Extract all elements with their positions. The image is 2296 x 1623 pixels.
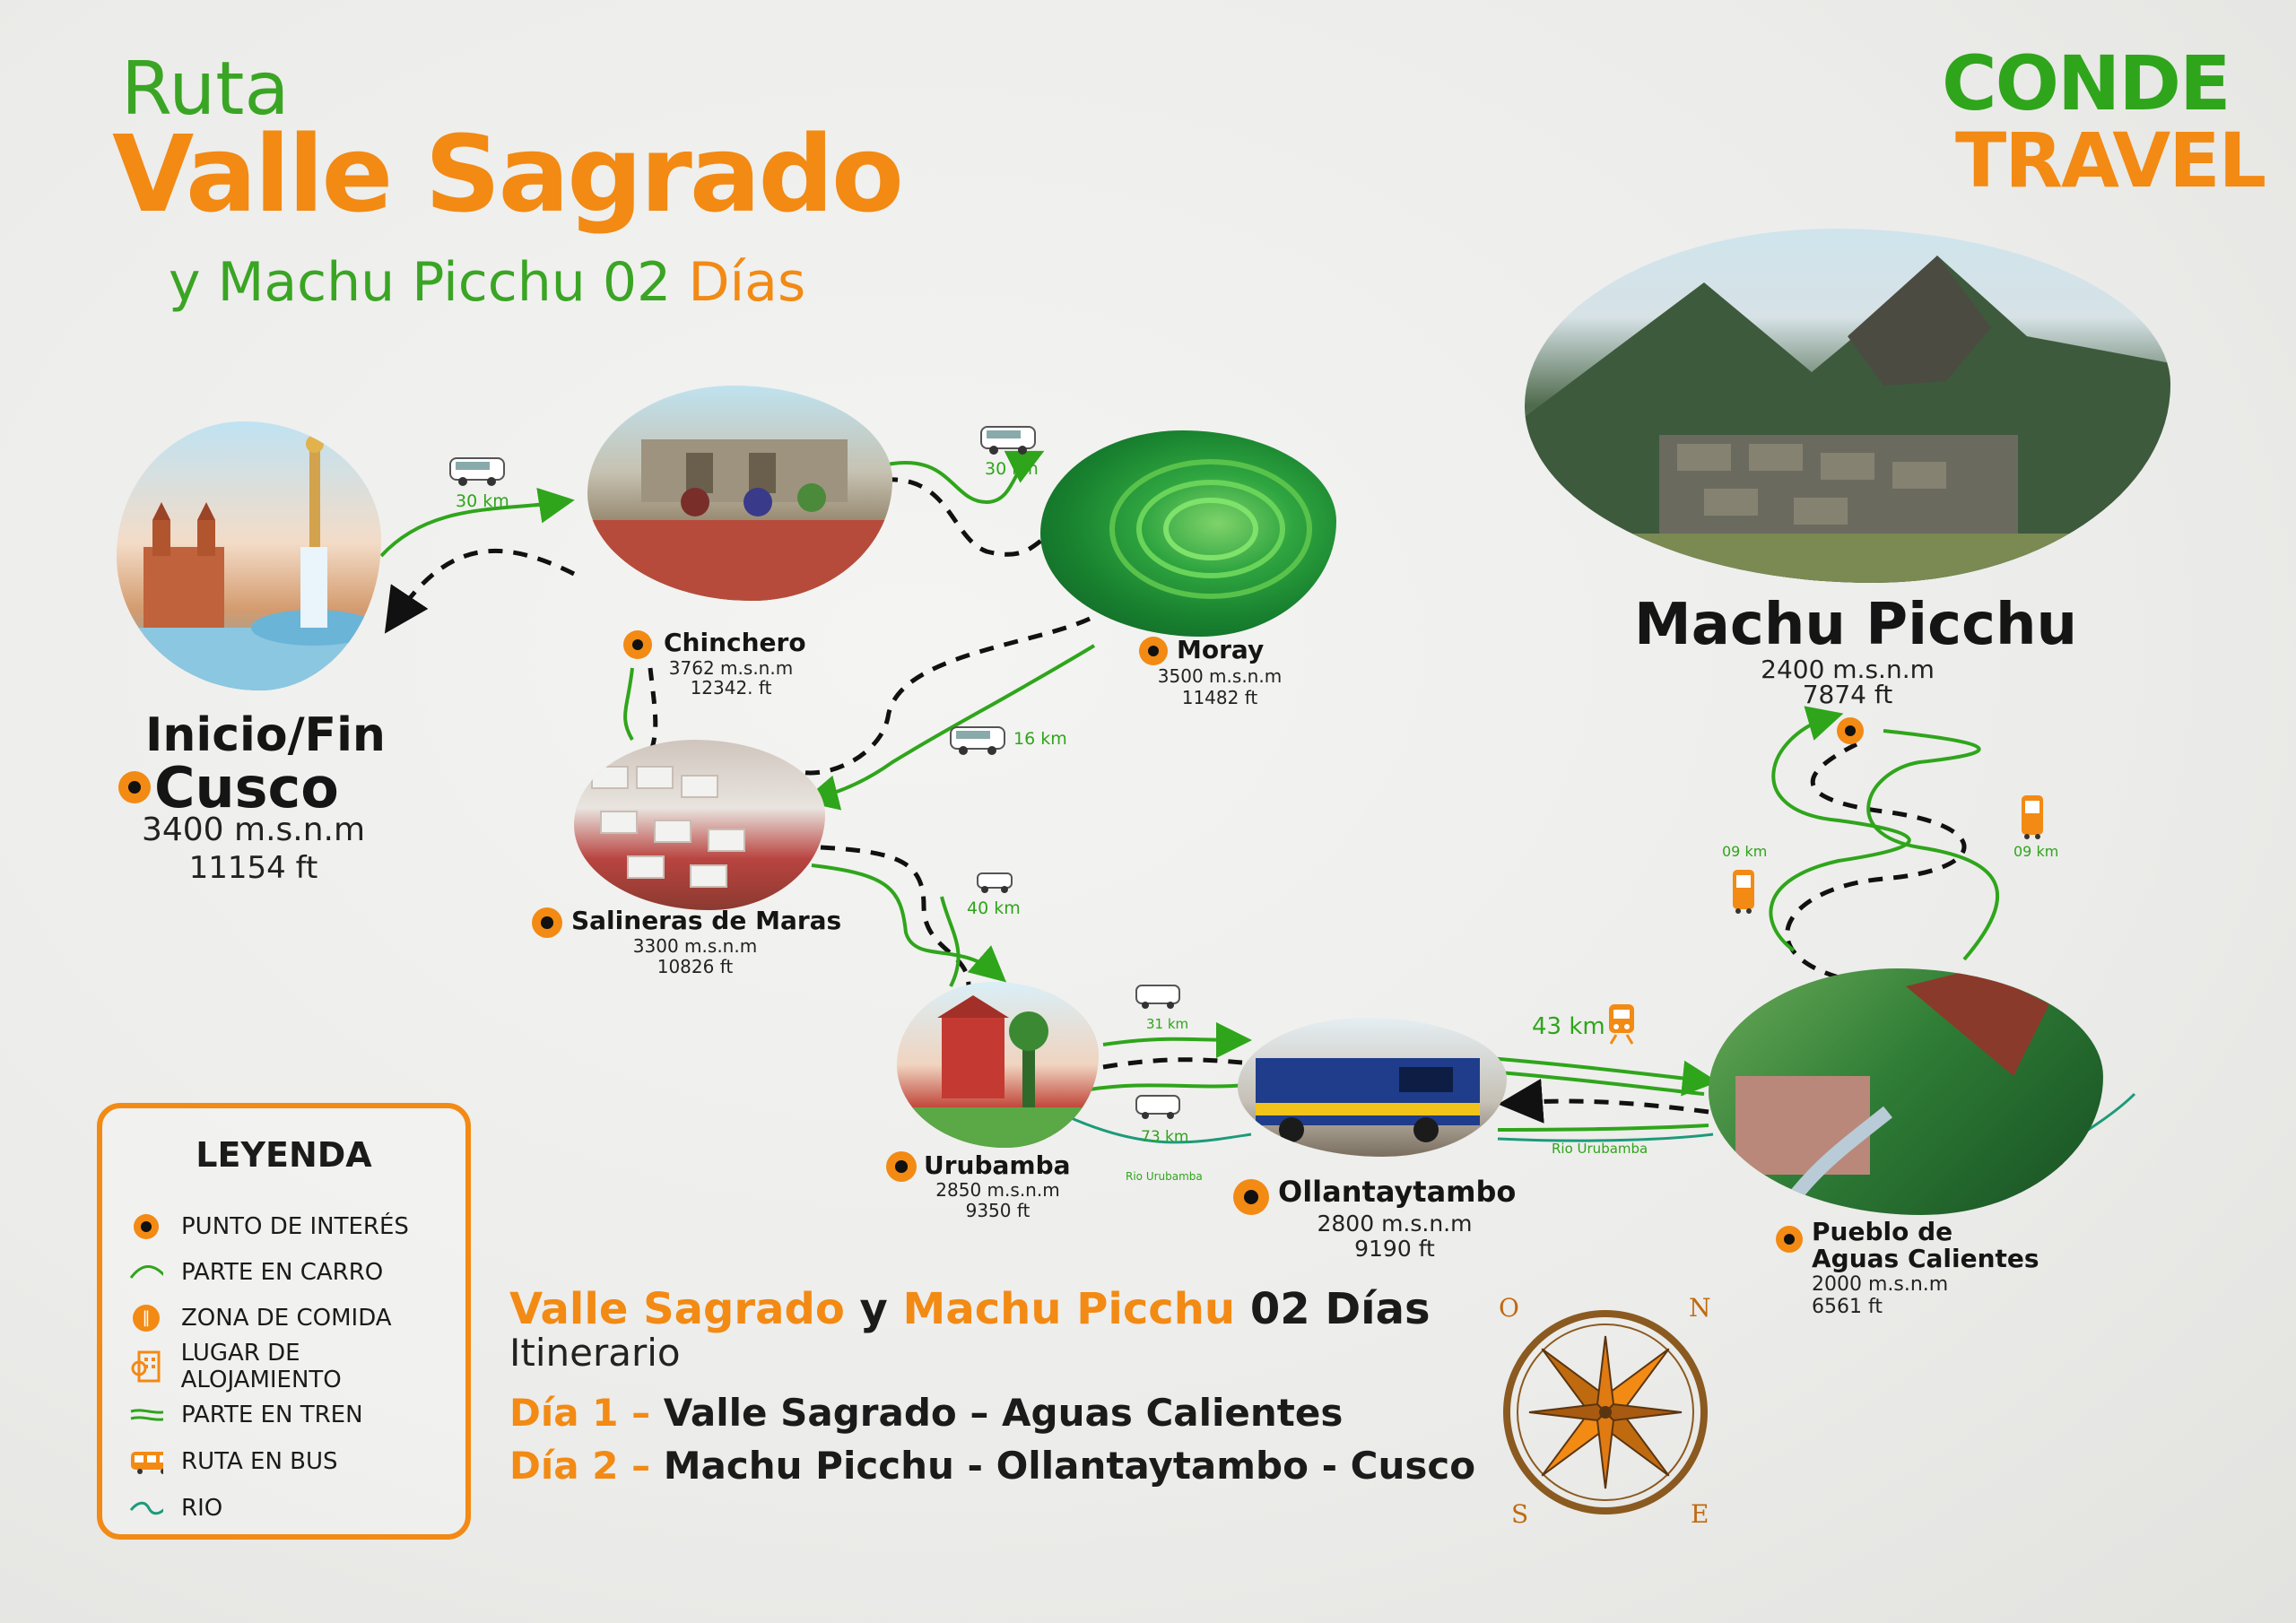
legend-title: LEYENDA xyxy=(196,1135,372,1175)
route-bus-car-right xyxy=(1868,731,1997,959)
river-icon xyxy=(129,1492,163,1524)
point-of-interest-icon xyxy=(129,1211,163,1243)
route-train-3 xyxy=(1498,1125,1709,1130)
day2-label: Día 2 – xyxy=(509,1444,651,1488)
km-urubamba-ollanta-top: 31 km xyxy=(1146,1016,1189,1032)
itinerary xyxy=(509,1284,1475,1488)
moray-point-icon xyxy=(1139,637,1168,665)
itinerary-title xyxy=(509,1284,1475,1334)
river-urubamba-2 xyxy=(1498,1134,1713,1141)
legend-item xyxy=(129,1490,222,1526)
cusco-name: Cusco xyxy=(154,755,339,820)
itinerary-title-part2: Machu Picchu xyxy=(902,1284,1236,1334)
legend-label: RIO xyxy=(181,1495,223,1522)
km-moray-maras: 16 km xyxy=(1013,729,1067,749)
bus-icon xyxy=(2018,794,2047,840)
compass-n: N xyxy=(1689,1293,1711,1323)
route-chinchero-maras-car xyxy=(625,668,632,740)
day1-label: Día 1 – xyxy=(509,1391,651,1435)
route-bus-dashed xyxy=(1787,744,1964,977)
maras-name: Salineras de Maras xyxy=(571,906,842,935)
km-chinchero-moray: 30 km xyxy=(985,459,1039,479)
aguas-alt-m: 2000 m.s.n.m xyxy=(1812,1273,1949,1296)
itinerary-day-1 xyxy=(509,1391,1475,1435)
chinchero-name: Chinchero xyxy=(664,628,806,657)
food-icon: ‖ xyxy=(129,1302,163,1334)
hotel-icon xyxy=(129,1350,163,1383)
aguas-calientes-point-icon xyxy=(1776,1226,1803,1253)
moray-alt-m: 3500 m.s.n.m xyxy=(1157,665,1283,687)
van-icon xyxy=(448,453,508,487)
legend-item xyxy=(129,1209,409,1245)
itinerary-title-part3: 02 Días xyxy=(1249,1284,1431,1334)
logo-line1: CONDE xyxy=(1942,39,2230,127)
page-title: Valle Sagrado xyxy=(112,112,901,236)
chinchero-point-icon xyxy=(623,630,652,659)
urubamba-alt-ft: 9350 ft xyxy=(965,1200,1031,1221)
logo-line2: TRAVEL xyxy=(1955,117,2266,204)
itinerary-day-2 xyxy=(509,1444,1475,1488)
river-label: Rio Urubamba xyxy=(1552,1141,1648,1157)
km-train: 43 km xyxy=(1532,1013,1605,1040)
machu-picchu-alt-ft: 7874 ft xyxy=(1802,680,1893,709)
km-bus-left: 09 km xyxy=(1722,843,1768,860)
km-maras-urubamba: 40 km xyxy=(967,898,1021,918)
km-cusco-chinchero: 30 km xyxy=(456,491,509,511)
itinerary-subtitle: Itinerario xyxy=(509,1331,681,1375)
maras-point-icon xyxy=(532,907,562,938)
cusco-point-icon xyxy=(118,771,151,803)
route-urubamba-ollanta-dashed xyxy=(1103,1060,1242,1067)
legend-item xyxy=(129,1397,363,1433)
cusco-alt-m: 3400 m.s.n.m xyxy=(141,812,366,848)
route-moray-maras-dashed xyxy=(780,619,1090,773)
km-bus-right: 09 km xyxy=(2013,843,2059,860)
legend-item xyxy=(129,1254,383,1290)
ollantaytambo-alt-ft: 9190 ft xyxy=(1354,1236,1435,1262)
train-icon xyxy=(1605,1002,1638,1046)
subtitle-y: y Machu Picchu xyxy=(169,251,586,314)
van-icon xyxy=(1135,1092,1181,1121)
van-icon xyxy=(979,421,1039,456)
itinerary-title-part1: Valle Sagrado xyxy=(509,1284,845,1334)
car-route-icon xyxy=(129,1256,163,1289)
compass-o: O xyxy=(1499,1293,1519,1323)
chinchero-alt-m: 3762 m.s.n.m xyxy=(668,657,794,679)
legend-item xyxy=(129,1444,338,1480)
legend-item xyxy=(129,1340,465,1393)
route-bus-car-left xyxy=(1770,717,1909,950)
legend-label: ZONA DE COMIDA xyxy=(181,1305,392,1332)
machu-picchu-name: Machu Picchu xyxy=(1634,592,2078,658)
compass-rose xyxy=(1493,1293,1718,1529)
van-icon xyxy=(976,870,1013,895)
cusco-label-top: Inicio/Fin xyxy=(145,708,386,762)
route-maras-urubamba-car2 xyxy=(942,897,959,986)
bus-icon xyxy=(1729,868,1758,915)
maras-alt-ft: 10826 ft xyxy=(657,956,734,977)
compass-e: E xyxy=(1691,1499,1709,1529)
route-train-1 xyxy=(1489,1058,1704,1081)
itinerary-title-y: y xyxy=(859,1284,888,1334)
legend-label: PARTE EN TREN xyxy=(181,1402,363,1428)
route-train-dashed xyxy=(1516,1101,1709,1112)
aguas-alt-ft: 6561 ft xyxy=(1812,1296,1883,1318)
urubamba-illustration xyxy=(897,982,1099,1148)
title-ruta: Ruta xyxy=(121,47,290,132)
cusco-alt-ft: 11154 ft xyxy=(188,850,318,886)
route-cusco-chinchero-dashed xyxy=(395,551,574,619)
van-icon xyxy=(1135,982,1181,1011)
ollantaytambo-alt-m: 2800 m.s.n.m xyxy=(1317,1211,1473,1237)
km-urubamba-ollanta-bottom: 73 km xyxy=(1141,1128,1189,1146)
river-label: Rio Urubamba xyxy=(1126,1170,1203,1183)
route-urubamba-ollanta-car xyxy=(1103,1039,1238,1045)
machu-picchu-point-icon xyxy=(1837,717,1864,744)
legend-label: LUGAR DE ALOJAMIENTO xyxy=(180,1340,342,1393)
train-route-icon xyxy=(129,1399,163,1431)
moray-name: Moray xyxy=(1177,635,1265,664)
route-train-2 xyxy=(1489,1072,1704,1094)
maras-alt-m: 3300 m.s.n.m xyxy=(632,935,758,957)
route-chinchero-maras-dashed xyxy=(650,668,656,753)
machu-picchu-alt-m: 2400 m.s.n.m xyxy=(1761,655,1935,684)
urubamba-name: Urubamba xyxy=(924,1150,1071,1180)
compass-s: S xyxy=(1511,1499,1529,1529)
subtitle-days: 02 xyxy=(602,251,672,314)
bus-icon xyxy=(129,1445,163,1478)
legend-label: PUNTO DE INTERÉS xyxy=(181,1213,409,1240)
legend-label: PARTE EN CARRO xyxy=(181,1259,384,1286)
legend xyxy=(97,1103,471,1540)
ollantaytambo-point-icon xyxy=(1233,1179,1269,1215)
chinchero-alt-ft: 12342. ft xyxy=(690,677,772,699)
route-chinchero-moray-dashed xyxy=(883,480,1045,555)
aguas-name-line1: Pueblo de xyxy=(1812,1217,1953,1246)
van-icon xyxy=(949,722,1008,756)
legend-label: RUTA EN BUS xyxy=(181,1448,338,1475)
ollantaytambo-name: Ollantaytambo xyxy=(1278,1175,1517,1209)
subtitle-dias: Días xyxy=(688,251,806,314)
route-urubamba-ollanta-car2 xyxy=(1090,1085,1247,1089)
moray-alt-ft: 11482 ft xyxy=(1181,687,1258,708)
legend-item xyxy=(129,1300,392,1336)
day1-text: Valle Sagrado – Aguas Calientes xyxy=(663,1391,1344,1435)
urubamba-point-icon xyxy=(886,1151,917,1182)
urubamba-alt-m: 2850 m.s.n.m xyxy=(935,1179,1060,1201)
aguas-name-line2: Aguas Calientes xyxy=(1812,1244,2039,1273)
day2-text: Machu Picchu - Ollantaytambo - Cusco xyxy=(663,1444,1476,1488)
